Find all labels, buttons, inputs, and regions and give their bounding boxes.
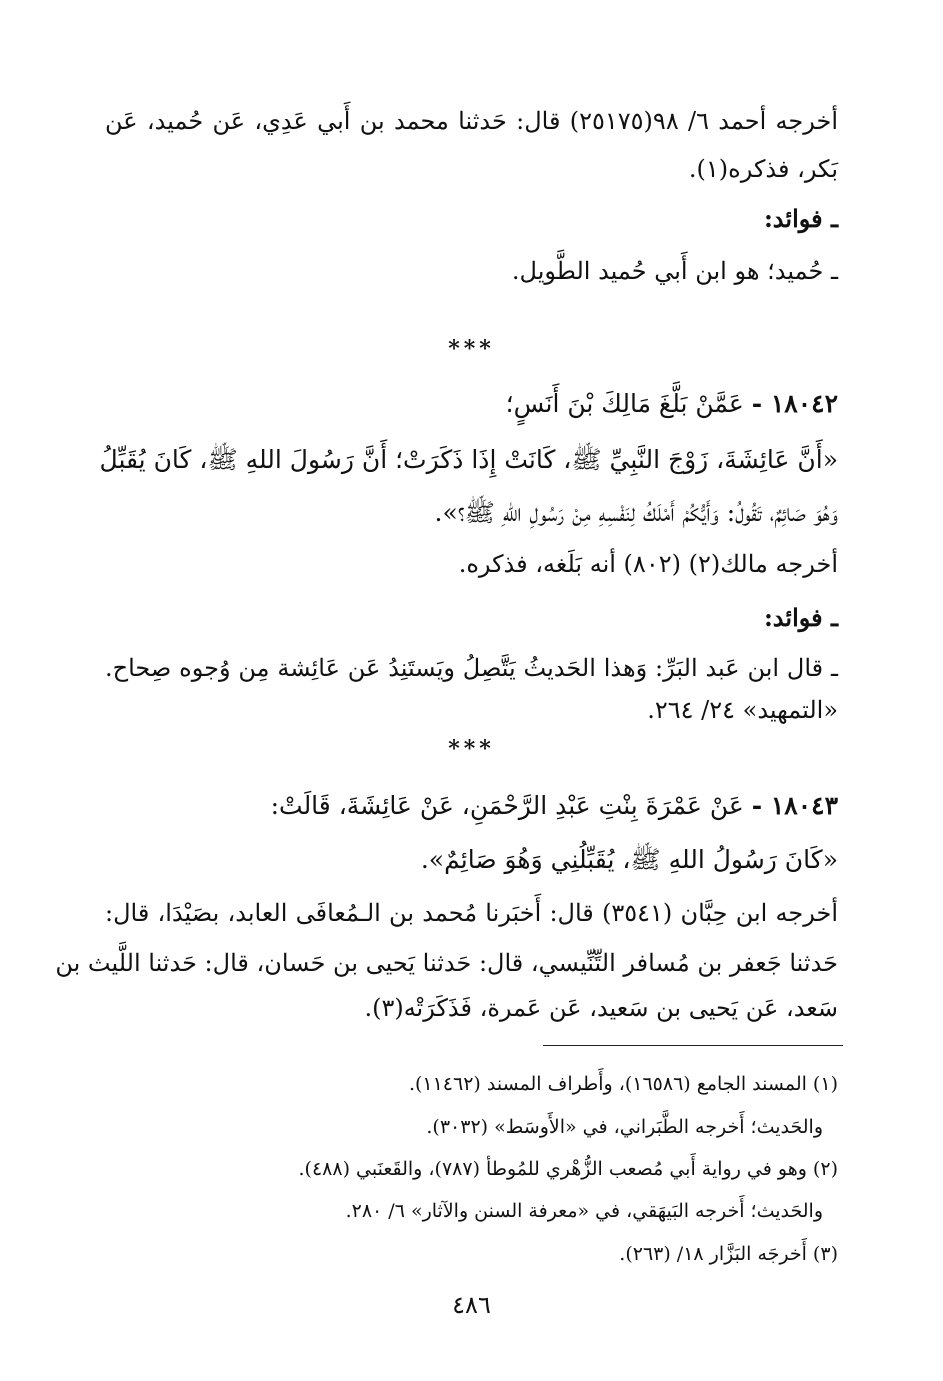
prev-benefit-1: ـ حُميد؛ هو ابن أَبي حُميد الطَّويل. bbox=[511, 257, 838, 285]
benefit-line-2: «التمهيد» ٢٤/ ٢٦٤. bbox=[647, 696, 838, 724]
hadith-isnad: عَمَّنْ بَلَّغَ مَالِكَ بْنَ أَنَسٍ؛ bbox=[505, 389, 744, 418]
hadith-number: ١٨٠٤٣ - bbox=[751, 791, 838, 820]
hadith-takhrij-line-1: أخرجه ابن حِبَّان (٣٥٤١) قال: أَخبَرنا مُحمد بن الـمُعافَى العابد، بصَيْدَا، قال: bbox=[105, 899, 838, 927]
hadith-text-line-1: «أَنَّ عَائِشَةَ، زَوْجَ النَّبِيِّ ﷺ، كَانَتْ إِذَا ذَكَرَتْ؛ أَنَّ رَسُولَ اللهِ ﷺ، كَانَ يُقَبِّلُ bbox=[99, 445, 838, 474]
hadith-isnad: عَنْ عَمْرَةَ بِنْتِ عَبْدِ الرَّحْمَنِ، عَنْ عَائِشَةَ، قَالَتْ: bbox=[270, 791, 744, 820]
section-separator: *** bbox=[448, 336, 495, 362]
footnote-2-note: والحَديث؛ أَخرجه البَيهَقي، في «معرفة السنن والآثار» ٦/ ٢٨٠. bbox=[345, 1200, 823, 1222]
benefit-line-1: ـ قال ابن عَبد البَرِّ: وَهذا الحَديثُ يَتَّصِلُ ويَستَنِدُ عَن عَائِشة مِن وُجوه صِحاح. bbox=[105, 654, 838, 682]
hadith-takhrij-line-2: حَدثنا جَعفر بن مُسافر التِّنِّيسي، قال: حَدثنا يَحيى بن حَسان، قال: حَدثنا اللَّيث بن bbox=[55, 949, 838, 977]
prev-takhrij-line-1: أخرجه أحمد ٦/ ٩٨(٢٥١٧٥) قال: حَدثنا محمد بن أَبي عَدِي، عَن حُميد، عَن bbox=[105, 107, 839, 135]
footnote-3: (٣) أَخرجَه البَزَّار ١٨/ (٢٦٣). bbox=[619, 1243, 838, 1265]
hadith-text: «كَانَ رَسُولُ اللهِ ﷺ، يُقَبِّلُنِي وَهُوَ صَائِمٌ». bbox=[420, 845, 838, 874]
prev-takhrij-line-2: بَكر، فذكره(١). bbox=[688, 155, 838, 183]
hadith-18042-heading bbox=[105, 384, 838, 424]
prev-benefits-heading: ـ فوائد: bbox=[763, 204, 838, 233]
hadith-takhrij-line-3: سَعد، عَن يَحيى بن سَعيد، عَن عَمرة، فَذَكَرَتْه(٣). bbox=[364, 994, 838, 1022]
footnote-divider bbox=[543, 1045, 843, 1046]
section-separator: *** bbox=[448, 736, 495, 762]
footnote-1: (١) المسند الجامع (١٦٥٨٦)، وأَطراف المسند (١١٤٦٢). bbox=[408, 1073, 838, 1095]
hadith-takhrij: أخرجه مالك(٢) (٨٠٢) أنه بَلَغه، فذكره. bbox=[458, 550, 838, 578]
benefits-heading: ـ فوائد: bbox=[763, 603, 838, 632]
hadith-18043-heading bbox=[105, 786, 838, 826]
footnote-1-note: والحَديث؛ أَخرجه الطَّبَراني، في «الأَوسَط» (٣٠٣٢). bbox=[426, 1116, 823, 1138]
footnote-2: (٢) وهو في رواية أَبي مُصعب الزُّهْري للمُوطأ (٧٨٧)، والقَعنَبي (٤٨٨). bbox=[298, 1158, 838, 1180]
hadith-number: ١٨٠٤٢ - bbox=[751, 389, 838, 418]
hadith-text-line-2: وَهُوَ صَائِمٌ، تَقُولُ: وَأَيُّكُمْ أَمْلَكُ لِنَفْسِهِ مِنْ رَسُولِ اللهِ ﷺ؟». bbox=[434, 498, 838, 527]
page-number: ٤٨٦ bbox=[452, 1291, 491, 1319]
